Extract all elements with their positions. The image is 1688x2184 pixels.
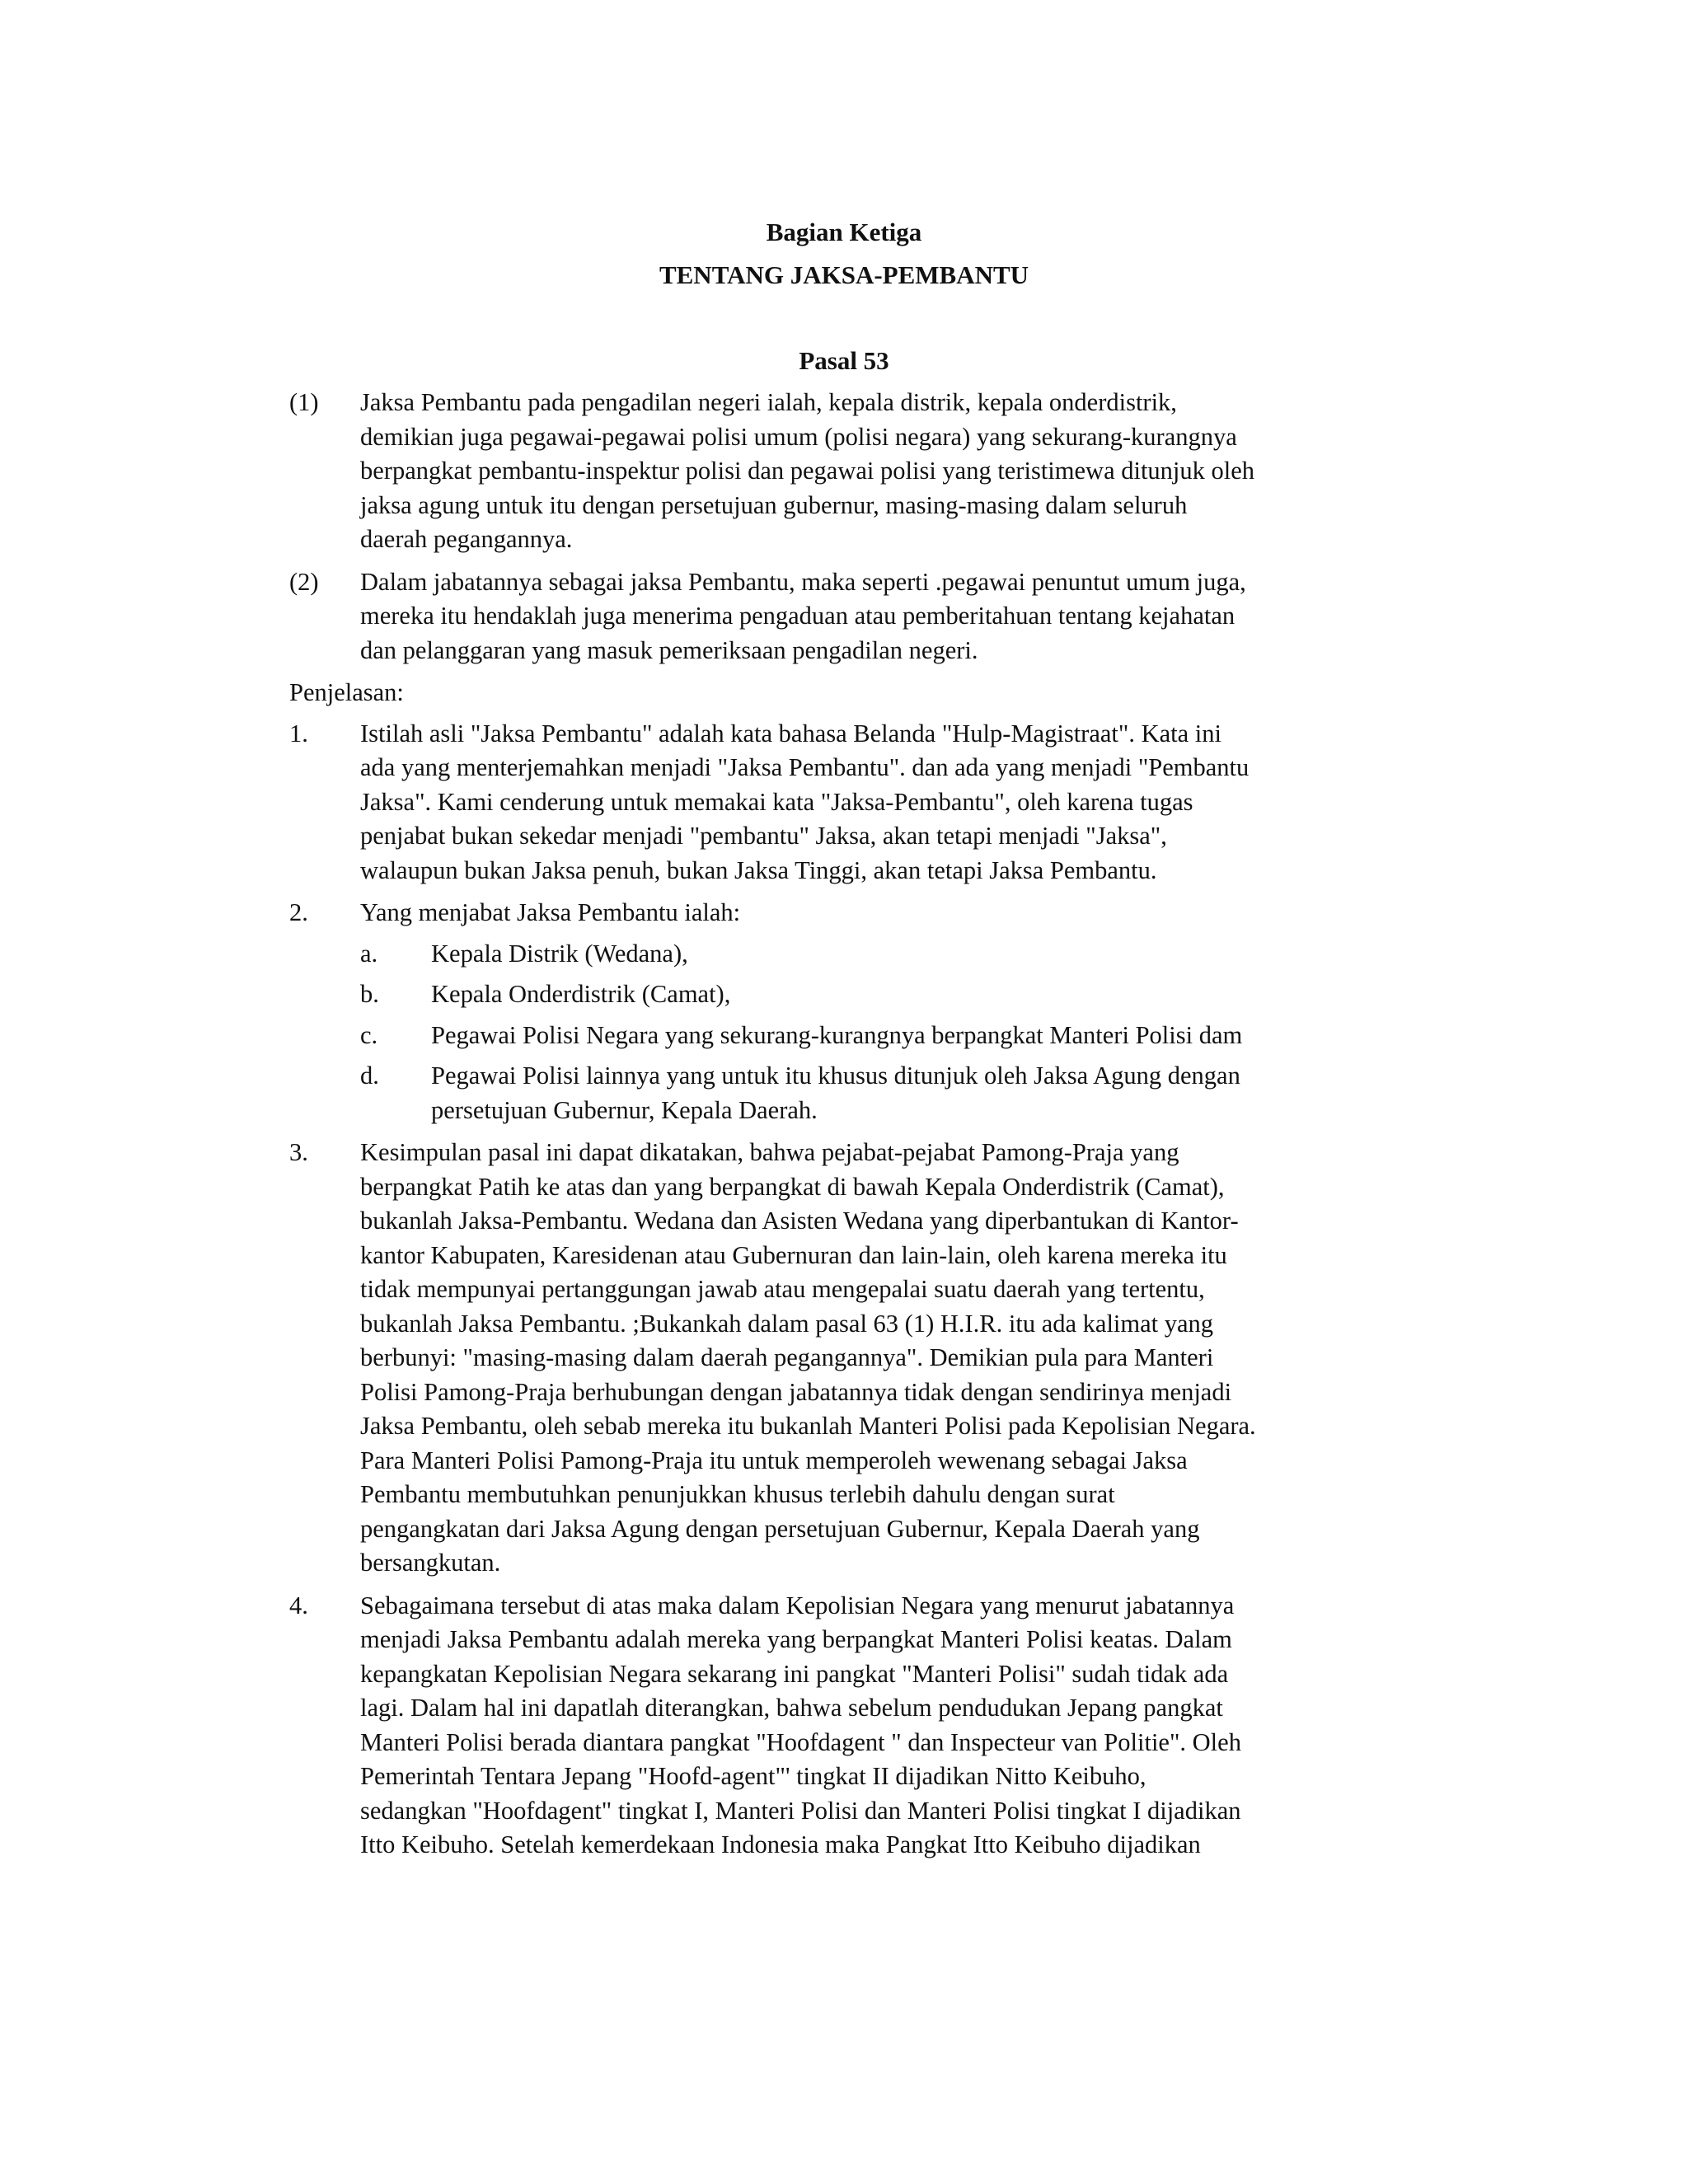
text-line: Polisi Pamong-Praja berhubungan dengan jabatannya tidak dengan sendirinya menjadi (360, 1377, 1232, 1406)
item-number: 3. (289, 1138, 308, 1166)
item-number: (1) (289, 388, 319, 416)
part-heading: Bagian Ketiga (766, 218, 922, 246)
text-line: berpangkat Patih ke atas dan yang berpangkat di bawah Kepala Onderdistrik (Camat), (360, 1172, 1225, 1201)
explanation-item (289, 717, 1410, 888)
text-line: Jaksa Pembantu, oleh sebab mereka itu bukanlah Manteri Polisi pada Kepolisian Negara. (360, 1412, 1256, 1440)
item-text (431, 1019, 1410, 1053)
explanation-item (289, 896, 1410, 1127)
item-text (431, 1059, 1410, 1127)
text-line: persetujuan Gubernur, Kepala Daerah. (431, 1095, 818, 1124)
text-line: berpangkat pembantu-inspektur polisi dan pegawai polisi yang teristimewa ditunjuk oleh (360, 457, 1255, 485)
text-line: berbunyi: "masing-masing dalam daerah pegangannya". Demikian pula para Manteri (360, 1343, 1214, 1371)
text-line: sedangkan "Hoofdagent" tingkat I, Manteri Polisi dan Manteri Polisi tingkat I dijadikan (360, 1796, 1241, 1825)
item-number: 4. (289, 1591, 308, 1619)
clause-list (289, 386, 1410, 668)
text-line: daerah pegangannya. (360, 525, 573, 553)
item-number: 2. (289, 898, 308, 926)
text-line: Manteri Polisi berada diantara pangkat "Hoofdagent " dan Inspecteur van Politie". Oleh (360, 1727, 1241, 1756)
text-line: Sebagaimana tersebut di atas maka dalam Kepolisian Negara yang menurut jabatannya (360, 1591, 1235, 1619)
item-text (431, 937, 1410, 972)
text-line: Kepala Distrik (Wedana), (431, 939, 688, 968)
text-line: bukanlah Jaksa Pembantu. ;Bukankah dalam pasal 63 (1) H.I.R. itu ada kalimat yang (360, 1309, 1214, 1338)
text-line: Jaksa Pembantu pada pengadilan negeri ialah, kepala distrik, kepala onderdistrik, (360, 388, 1177, 416)
text-line: Itto Keibuho. Setelah kemerdekaan Indonesia maka Pangkat Itto Keibuho dijadikan (360, 1830, 1201, 1858)
sub-list-item (360, 1019, 1410, 1053)
text-line: penjabat bukan sekedar menjadi "pembantu" Jaksa, akan tetapi menjadi "Jaksa", (360, 822, 1167, 850)
text-line: kepangkatan Kepolisian Negara sekarang ini pangkat "Manteri Polisi" sudah tidak ada (360, 1659, 1229, 1688)
text-line: menjadi Jaksa Pembantu adalah mereka yang berpangkat Manteri Polisi keatas. Dalam (360, 1625, 1232, 1653)
text-line: Kepala Onderdistrik (Camat), (431, 980, 731, 1008)
item-number: c. (360, 1020, 378, 1049)
text-line: Para Manteri Polisi Pamong-Praja itu untuk memperoleh wewenang sebagai Jaksa (360, 1446, 1188, 1474)
clause-item (289, 565, 1410, 668)
explanation-item (289, 1589, 1410, 1863)
article-heading: Pasal 53 (799, 346, 889, 375)
text-line: dan pelanggaran yang masuk pemeriksaan pengadilan negeri. (360, 635, 978, 664)
text-line: pengangkatan dari Jaksa Agung dengan persetujuan Gubernur, Kepala Daerah yang (360, 1514, 1200, 1543)
article-body (289, 386, 1410, 1871)
text-line: Dalam jabatannya sebagai jaksa Pembantu, maka seperti .pegawai penuntut umum juga, (360, 567, 1246, 596)
item-number: d. (360, 1062, 379, 1090)
text-line: Yang menjabat Jaksa Pembantu ialah: (360, 898, 741, 926)
explanation-item (289, 1136, 1410, 1581)
text-line: Pegawai Polisi lainnya yang untuk itu khusus ditunjuk oleh Jaksa Agung dengan (431, 1062, 1240, 1090)
text-line: Pembantu membutuhkan penunjukkan khusus terlebih dahulu dengan surat (360, 1480, 1115, 1508)
text-line: Istilah asli "Jaksa Pembantu" adalah kata bahasa Belanda "Hulp-Magistraat". Kata ini (360, 719, 1221, 748)
item-number: (2) (289, 567, 319, 596)
text-line: bukanlah Jaksa-Pembantu. Wedana dan Asisten Wedana yang diperbantukan di Kantor- (360, 1207, 1239, 1235)
item-number: 1. (289, 719, 308, 748)
item-text (360, 717, 1410, 888)
item-text (360, 896, 1410, 1127)
text-line: Pemerintah Tentara Jepang "Hoofd-agent"' tingkat II dijadikan Nitto Keibuho, (360, 1762, 1146, 1790)
text-line: walaupun bukan Jaksa penuh, bukan Jaksa Tinggi, akan tetapi Jaksa Pembantu. (360, 855, 1157, 884)
text-line: Pegawai Polisi Negara yang sekurang-kurangnya berpangkat Manteri Polisi dam (431, 1020, 1243, 1049)
text-line: lagi. Dalam hal ini dapatlah diterangkan, bahwa sebelum pendudukan Jepang pangkat (360, 1694, 1223, 1722)
item-text (360, 1589, 1410, 1863)
text-line: Kesimpulan pasal ini dapat dikatakan, bahwa pejabat-pejabat Pamong-Praja yang (360, 1138, 1179, 1166)
explanation-label: Penjelasan: (289, 678, 404, 706)
text-line: bersangkutan. (360, 1549, 501, 1577)
item-text (360, 1136, 1410, 1581)
text-line: demikian juga pegawai-pegawai polisi umum (polisi negara) yang sekurang-kurangnya (360, 422, 1237, 451)
item-number: a. (360, 939, 378, 968)
clause-item (289, 386, 1410, 557)
text-line: Jaksa". Kami cenderung untuk memakai kata "Jaksa-Pembantu", oleh karena tugas (360, 787, 1193, 816)
sub-list-item (360, 937, 1410, 972)
sub-list-item (360, 1059, 1410, 1127)
item-text (360, 386, 1410, 557)
text-line: jaksa agung untuk itu dengan persetujuan gubernur, masing-masing dalam seluruh (360, 490, 1188, 519)
explanation-list (289, 717, 1410, 1863)
text-line: tidak mempunyai pertanggungan jawab atau mengepalai suatu daerah yang tertentu, (360, 1275, 1205, 1303)
text-line: ada yang menterjemahkan menjadi "Jaksa Pembantu". dan ada yang menjadi "Pembantu (360, 753, 1250, 781)
section-title: TENTANG JAKSA-PEMBANTU (659, 260, 1029, 289)
text-line: mereka itu hendaklah juga menerima pengaduan atau pemberitahuan tentang kejahatan (360, 602, 1236, 630)
item-text (360, 565, 1410, 668)
text-line: kantor Kabupaten, Karesidenan atau Gubernuran dan lain-lain, oleh karena mereka itu (360, 1240, 1227, 1269)
item-text (431, 977, 1410, 1012)
item-number: b. (360, 980, 379, 1008)
sub-list-item (360, 977, 1410, 1012)
